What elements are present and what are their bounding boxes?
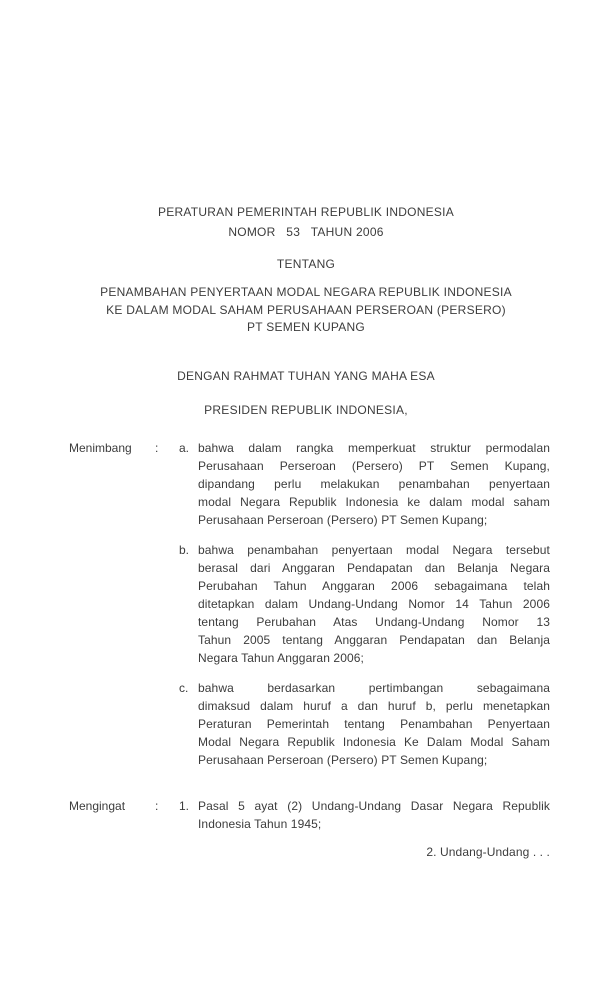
menimbang-item-c	[69, 679, 550, 769]
mengingat-colon: :	[155, 799, 159, 813]
text-line: Perubahan Tahun Anggaran 2006 sebagaimana telah	[198, 579, 550, 593]
item-text-a	[198, 439, 550, 529]
text-line: Perusahaan Perseroan (Persero) PT Semen Kupang;	[198, 513, 488, 527]
subject-title-line-2: KE DALAM MODAL SAHAM PERUSAHAAN PERSEROAN (PERSERO)	[106, 303, 506, 317]
text-line: Peraturan Pemerintah tentang Penambahan Penyertaan	[198, 717, 550, 731]
text-line: modal Negara Republik Indonesia ke dalam modal saham	[198, 495, 550, 509]
item-marker-a: a.	[179, 441, 190, 455]
menimbang-label: Menimbang	[69, 441, 132, 455]
text-line: Perusahaan Perseroan (Persero) PT Semen Kupang,	[198, 459, 550, 473]
item-text-b	[198, 541, 550, 667]
menimbang-colon: :	[155, 441, 159, 455]
text-line: ditetapkan dalam Undang-Undang Nomor 14 Tahun 2006	[198, 597, 550, 611]
spacer-cell	[69, 679, 155, 769]
text-line: Negara Tahun Anggaran 2006;	[198, 651, 364, 665]
text-line: Modal Negara Republik Indonesia Ke Dalam Modal Saham	[198, 735, 550, 749]
authority-line: PRESIDEN REPUBLIK INDONESIA,	[204, 403, 408, 417]
item-text-1	[198, 797, 550, 833]
subject-title-line-3: PT SEMEN KUPANG	[247, 320, 365, 334]
regulation-title: PERATURAN PEMERINTAH REPUBLIK INDONESIA	[157, 205, 455, 219]
text-line: bahwa berdasarkan pertimbangan sebagaimana	[198, 681, 550, 695]
tentang-label: TENTANG	[276, 257, 336, 271]
spacer-cell	[155, 679, 179, 769]
text-line: dipandang perlu melakukan penambahan penyertaan	[198, 477, 550, 491]
item-marker-1: 1.	[179, 799, 190, 813]
spacer-cell	[69, 541, 155, 667]
text-line: berasal dari Anggaran Pendapatan dan Belanja Negara	[198, 561, 550, 575]
text-line: dimaksud dalam huruf a dan huruf b, perlu menetapkan	[198, 699, 550, 713]
mengingat-item-1	[69, 797, 550, 833]
item-text-c	[198, 679, 550, 769]
text-line: bahwa dalam rangka memperkuat struktur permodalan	[198, 441, 550, 455]
menimbang-item-b	[69, 541, 550, 667]
regulation-number: NOMOR 53 TAHUN 2006	[228, 225, 384, 239]
item-marker-b: b.	[179, 543, 190, 557]
text-line: Indonesia Tahun 1945;	[198, 817, 322, 831]
invocation-line: DENGAN RAHMAT TUHAN YANG MAHA ESA	[177, 369, 435, 383]
item-marker-c: c.	[179, 681, 189, 695]
text-line: Tahun 2005 tentang Anggaran Pendapatan dan Belanja	[198, 633, 550, 647]
page-catchword: 2. Undang-Undang . . .	[426, 845, 550, 859]
text-line: bahwa penambahan penyertaan modal Negara tersebut	[198, 543, 550, 557]
menimbang-item-a	[69, 439, 550, 529]
text-line: tentang Perubahan Atas Undang-Undang Nomor 13	[198, 615, 550, 629]
text-line: Pasal 5 ayat (2) Undang-Undang Dasar Negara Republik	[198, 799, 550, 813]
document-heading	[0, 202, 612, 420]
spacer-cell	[155, 541, 179, 667]
text-line: Perusahaan Perseroan (Persero) PT Semen Kupang;	[198, 753, 488, 767]
mengingat-label: Mengingat	[69, 799, 126, 813]
document-body	[69, 439, 550, 861]
subject-title-line-1: PENAMBAHAN PENYERTAAN MODAL NEGARA REPUBLIK INDONESIA	[100, 285, 512, 299]
